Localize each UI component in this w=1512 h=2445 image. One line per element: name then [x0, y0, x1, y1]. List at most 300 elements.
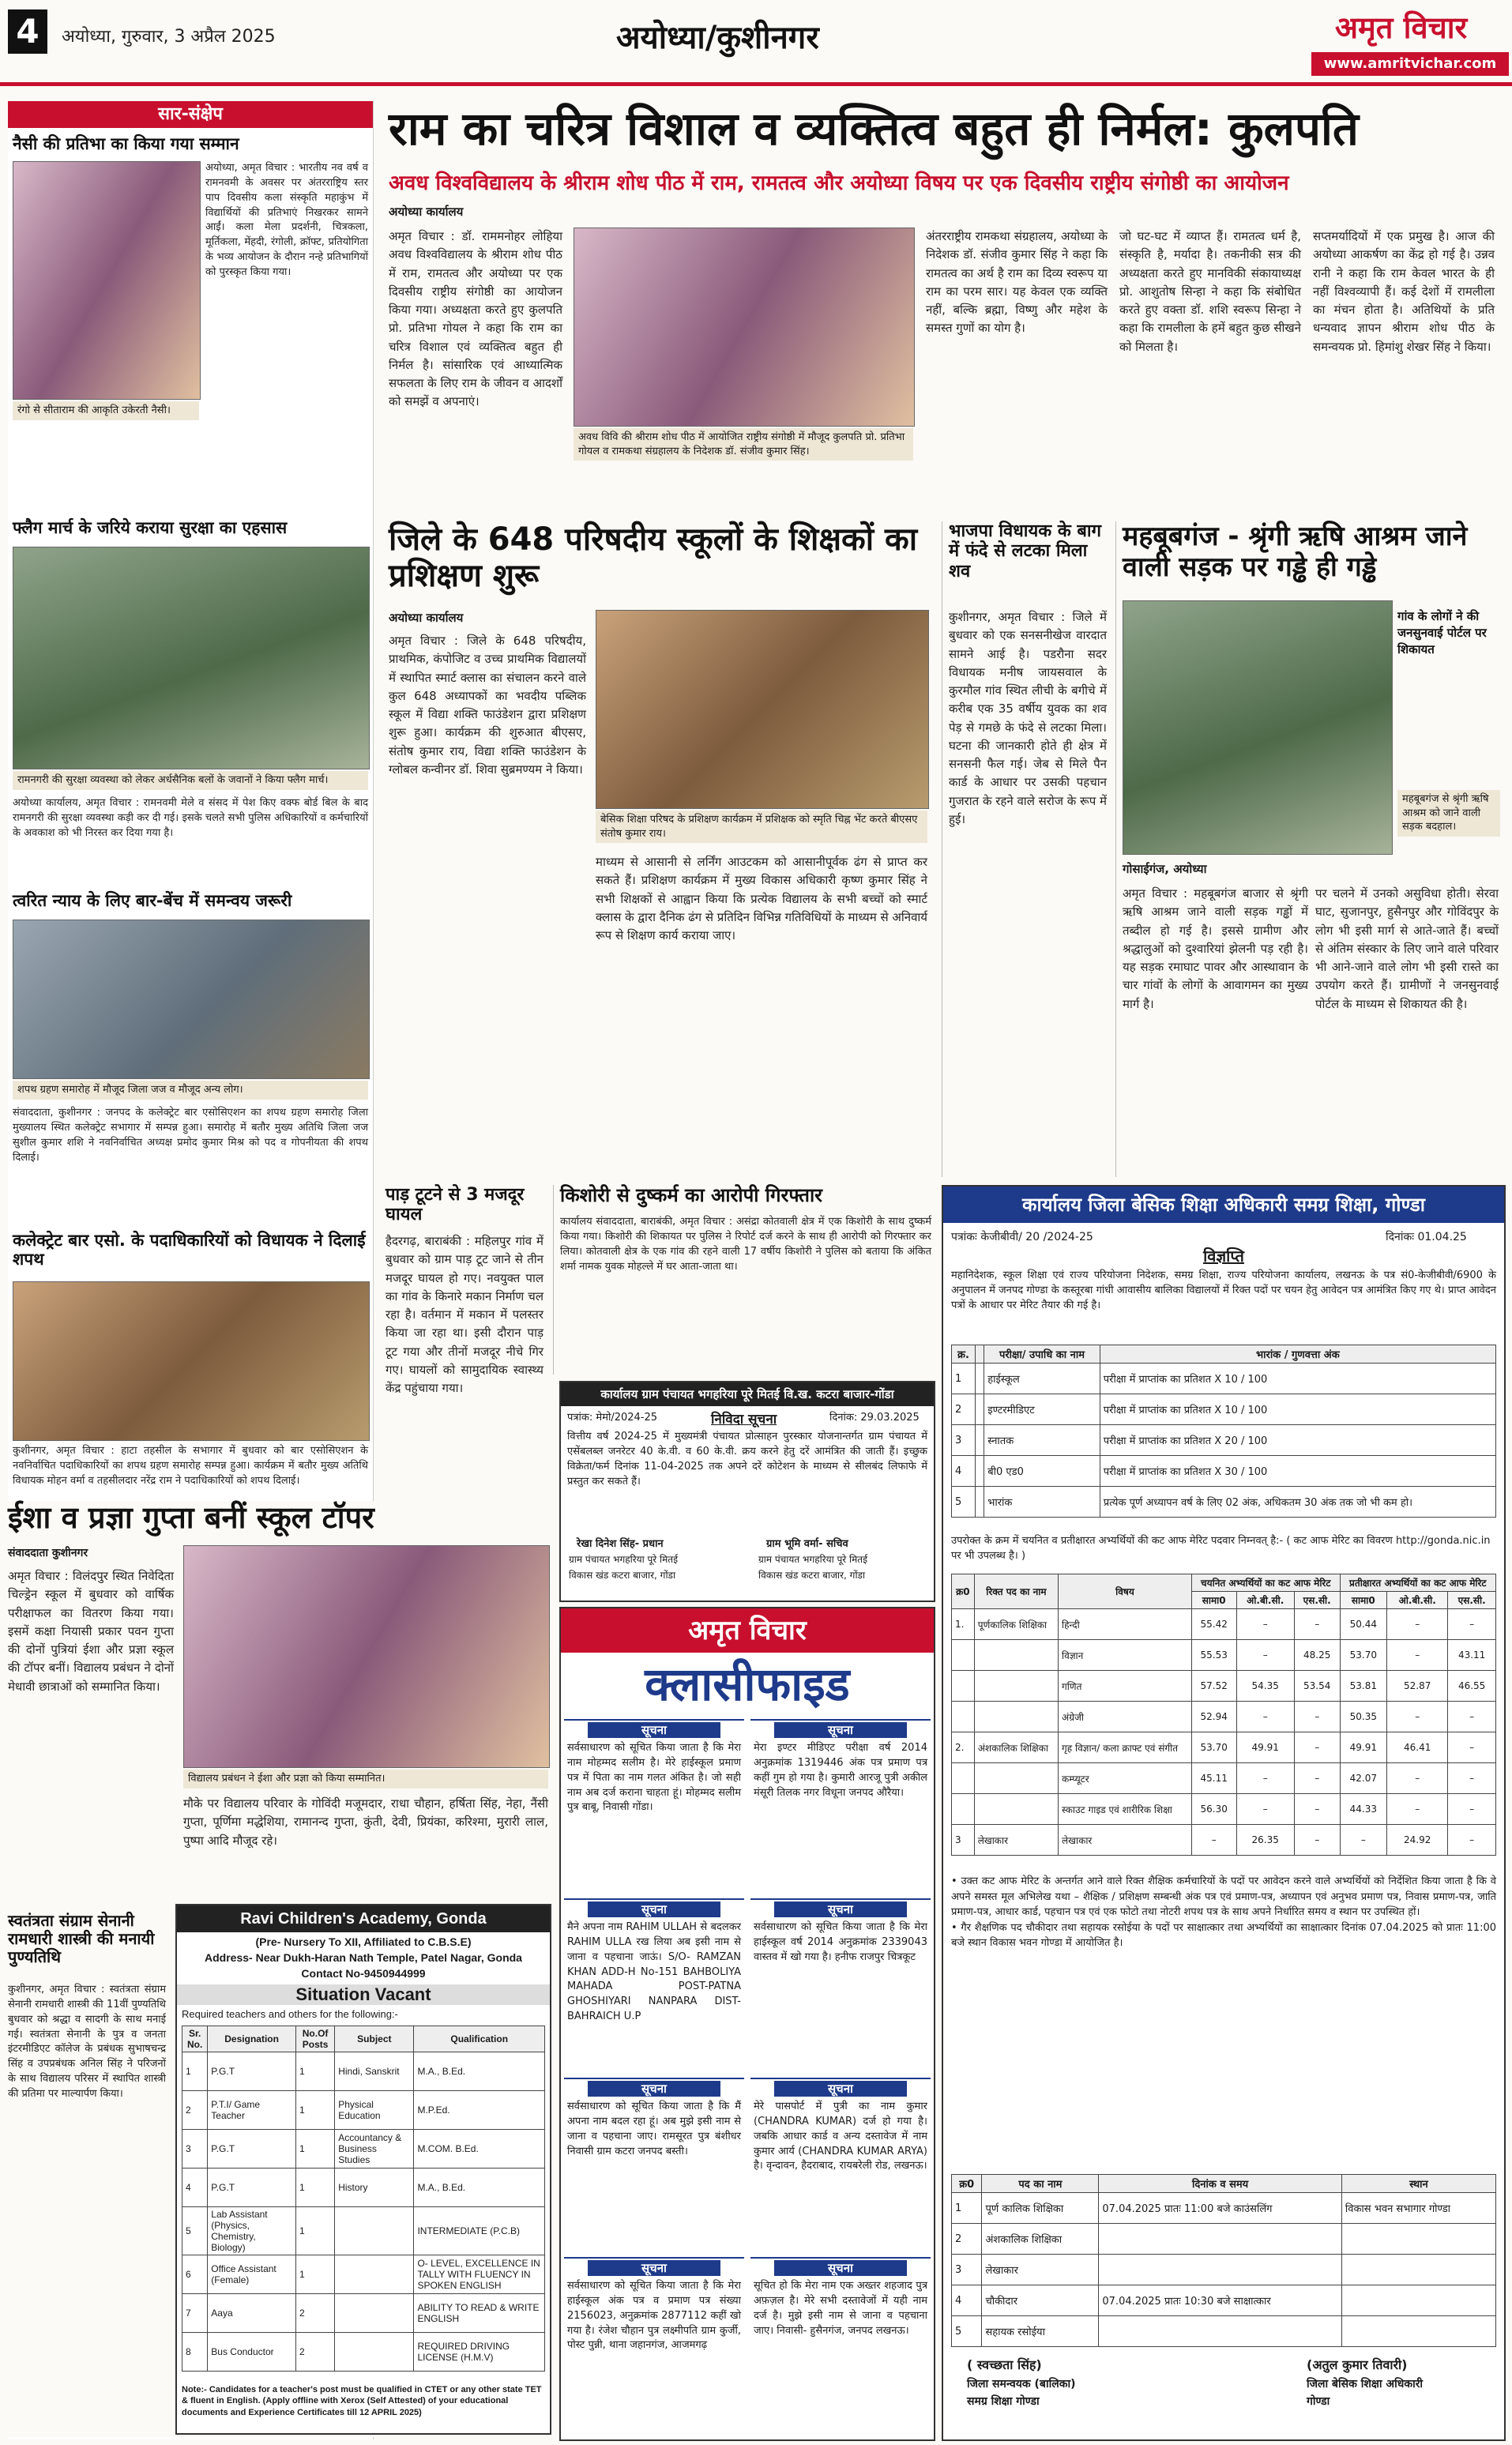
ravi-cell: Bus Conductor	[208, 2333, 296, 2372]
classified-ad-text: मैने अपना नाम RAHIM ULLAH से बदलकर RAHIM ULLA रख लिया अब इसी नाम से जाना व पहचाना जाऊं। S/O- RAMZAN KHAN ADD-H No-151 BAHBOLIYA MAHADA POST-PATNA GHOSHIYARI NANPARA DIST-BAHRAICH U.P	[567, 1921, 741, 2023]
notice-intro: महानिदेशक, स्कूल शिक्षा एवं राज्य परियोजना निदेशक, समग्र शिक्षा, राज्य परियोजना कार्यालय, लखनऊ के पत्र सं0-केजीबीवी/6900 के अनुपालन में जनपद गोण्डा के कस्तूरबा गांधी आवासीय बालिका विद्यालयों में रिक्त पदों पर चयन हेतु आवेदन पत्र आमंत्रित किए गए थे। प्राप्त आवेदन पत्रों के आधार पर मेरिट तैयार की गई है।	[951, 1270, 1496, 1311]
notice-t2-cell: 50.44	[1340, 1609, 1387, 1640]
ravi-cell: P.T.I/ Game Teacher	[208, 2091, 296, 2130]
notice-t2-cell: 26.35	[1236, 1825, 1294, 1856]
notice-t2-cell: 53.70	[1191, 1732, 1236, 1763]
notice-t1-col: क्र.	[952, 1345, 976, 1364]
notice-t3-cell: 3	[952, 2255, 982, 2285]
ravi-cell: ABILITY TO READ & WRITE ENGLISH	[414, 2294, 545, 2333]
ravi-cell	[335, 2294, 414, 2333]
notice-t2-cell: –	[1387, 1640, 1448, 1671]
notice-t1-col: परीक्षा/ उपाधि का नाम	[984, 1345, 1100, 1364]
ravi-cell: 8	[182, 2333, 208, 2372]
notice-t3-cell: विकास भवन सभागार गोण्डा	[1341, 2193, 1495, 2224]
notice-t3-row	[952, 2285, 1496, 2316]
notice-t2-row	[952, 1609, 1496, 1640]
notice-t2-cell: 24.92	[1387, 1825, 1448, 1856]
notice-t1-row	[952, 1364, 1496, 1394]
notice-header: कार्यालय जिला बेसिक शिक्षा अधिकारी समग्र शिक्षा, गोण्डा	[943, 1187, 1504, 1223]
story-mahabub-dateline: गोसाईगंज, अयोध्या	[1123, 862, 1207, 876]
ravi-row	[182, 2091, 545, 2130]
lead-body-1: अमृत विचार : डॉ. राममनोहर लोहिया अवध विश्वविद्यालय के श्रीराम शोध पीठ में राम, रामतत्व और अयोध्या पर एक दिवसीय राष्ट्रीय संगोष्ठी का आयोजन किया गया। अध्यक्षता करते हुए कुलपति प्रो. प्रतिभा गोयल ने कहा कि राम का चरित्र विशाल एवं व्यक्तित्व बहुत ही निर्मल है। सांसारिक एवं आध्यात्मिक सफलता के लिए राम के जीवन व आदर्शों को समझें व अपनाएं।	[389, 229, 562, 409]
classified-ad	[564, 1719, 744, 1896]
ravi-col-header: Qualification	[414, 2026, 545, 2052]
notice-t1-row	[952, 1425, 1496, 1456]
notice-t2-cell: –	[1340, 1825, 1387, 1856]
tender-sig-2: ग्राम भूमि वर्मा- सचिव	[766, 1538, 848, 1550]
notice-t2-cell: –	[1236, 1763, 1294, 1794]
notice-sig-1: ( स्वच्छता सिंह)	[967, 2357, 1042, 2372]
notice-t3-header	[952, 2175, 1496, 2193]
notice-t2-cell: 43.11	[1448, 1640, 1496, 1671]
classified-ad	[750, 1898, 931, 2075]
classified-ad-text: मेरे पासपोर्ट में पुत्री का नाम कुमार (CHANDRA KUMAR) दर्ज हो गया है। जबकि आधार कार्ड व अन्य दस्तावेज में नाम कुमार आर्य (CHANDRA KUMAR ARYA) है। वृन्दावन, हैदराबाद, रायबरेली रोड, लखनऊ।	[754, 2101, 927, 2172]
notice-t1-header	[952, 1345, 1496, 1364]
notice-t2-cell: लेखाकार	[974, 1825, 1058, 1856]
notice-t2-cell: –	[1448, 1763, 1496, 1794]
story-648-body-1: अमृत विचार : जिले के 648 परिषदीय, प्राथमिक, कंपोजिट व उच्च प्राथमिक विद्यालयों में स्थापित स्मार्ट क्लास का संचालन करने वाले कुल 648 अध्यापकों का भवदीय पब्लिक स्कूल में विद्या शक्ति फाउंडेशन द्वारा प्रशिक्षण शुरू हुआ। कार्यक्रम की शुरुआत बीएसए, संतोष कुमार राय, विद्या शक्ति फाउंडेशन के ग्लोबल कन्वीनर डॉ. शिवा सुब्रमण्यम ने किया।	[389, 634, 586, 777]
ravi-ad	[175, 1904, 551, 2435]
s4-text: कुशीनगर, अमृत विचार : हाटा तहसील के सभागार में बुधवार को बार एसोसिएशन के नवनिर्वाचित पदाधिकारियों का शपथ ग्रहण समारोह सम्पन्न हुआ। कार्यक्रम में बतौर मुख्य अतिथि विधायक मोहन वर्मा व तहसीलदार नरेंद्र राम ने पदाधिकारियों को शपथ दिलाई।	[13, 1445, 368, 1487]
notice-sig-1b: जिला समन्वयक (बालिका)	[967, 2378, 1076, 2390]
ravi-cell: 1	[295, 2052, 334, 2091]
notice-t2-cell	[974, 1702, 1058, 1732]
notice-t3-cell: 4	[952, 2285, 982, 2316]
s1-title: नैसी की प्रतिभा का किया गया सम्मान	[13, 134, 239, 153]
dateline: अयोध्या, गुरुवार, 3 अप्रैल 2025	[62, 27, 276, 47]
notice-t1-col: भारांक / गुणवत्ता अंक	[1100, 1345, 1495, 1364]
classified-ad-text: मेरा इण्टर मीडिएट परीक्षा वर्ष 2014 अनुक्रमांक 1319446 अंक पत्र प्रमाण पत्र कहीं गुम हो गया है। कुमारी आरजू पुत्री अकील मंसूरी तिलक नगर विधूना जनपद औरैया।	[754, 1742, 927, 1799]
ravi-cell: Accountancy & Business Studies	[335, 2130, 414, 2169]
notice-t3-col: क्र0	[952, 2175, 982, 2193]
story-648-caption: बेसिक शिक्षा परिषद के प्रशिक्षण कार्यक्रम में प्रशिक्षक को स्मृति चिह्न भेंट करते बीएसए संतोष कुमार राय।	[596, 811, 927, 843]
notice-sig-2: (अतुल कुमार तिवारी)	[1307, 2357, 1408, 2372]
s1-photo	[13, 161, 201, 400]
notice-t3-cell: 1	[952, 2193, 982, 2224]
classified-ad-text: सर्वसाधारण को सूचित किया जाता है कि मेरा हाईस्कूल अंक पत्र व प्रमाण पत्र संख्या 2156023, अनुक्रमांक 2877112 कहीं खो गया है। रंजेश चौहान पुत्र लक्ष्मीपति ग्राम कुर्जी, पोस्ट पुन्नी, थाना जहानगंज, आजमगढ़	[567, 2280, 741, 2352]
ravi-row	[182, 2255, 545, 2294]
notice-t2-cell: हिन्दी	[1059, 1609, 1192, 1640]
s3-photo	[13, 920, 370, 1079]
notice-t2-cell: पूर्णकालिक शिक्षिका	[974, 1609, 1058, 1640]
notice-t2-cell: –	[1387, 1702, 1448, 1732]
story-mahabub-caption: महबूबगंज से श्रृंगी ऋषि आश्रम को जाने वाली सड़क बदहाल।	[1397, 790, 1500, 837]
ravi-cell: INTERMEDIATE (P.C.B)	[414, 2207, 545, 2255]
ravi-row	[182, 2130, 545, 2169]
notice-t1-cell: परीक्षा में प्राप्तांक का प्रतिशत X 30 / 100	[1100, 1456, 1495, 1487]
ravi-col-header: Designation	[208, 2026, 296, 2052]
notice-t2-row	[952, 1763, 1496, 1794]
classified-ad-label: सूचना	[588, 1901, 720, 1917]
lead-body-4: सप्तमर्यादियों में एक प्रमुख है। आज की अयोध्या आकर्षण का केंद्र हो गई है। उन्नव रानी ने कहा कि राम केवल भारत के ही नहीं विश्वव्यापी हैं। कई देशों में रामलीला का मंचन होता है। अतिथियों के प्रति धन्यवाद ज्ञापन श्रीराम शोध पीठ के समन्वयक प्रो. हिमांशु शेखर सिंह ने किया।	[1313, 229, 1495, 354]
ravi-row	[182, 2207, 545, 2255]
s3-text: संवाददाता, कुशीनगर : जनपद के कलेक्ट्रेट बार एसोसिएशन का शपथ ग्रहण समारोह जिला मुख्यालय स्थित कलेक्ट्रेट सभागार में सम्पन्न हुआ। समारोह में बतौर मुख्य अतिथि जिला जज सुशील कुमार शशि ने नवनिर्वाचित अध्यक्ष प्रमोद कुमार मिश्र को पद व गोपनीयता की शपथ दिलाई।	[13, 1107, 368, 1164]
notice-t3-cell: सहायक रसोईया	[982, 2316, 1099, 2347]
classified-ad-text: सर्वसाधारण को सूचित किया जाता है कि मैं अपना नाम बदल रहा हूं। अब मुझे इसी नाम से जाना व पहचाना जाए। रामसूरत पुत्र बंशीधर निवासी ग्राम कटरा जनपद बस्ती।	[567, 2101, 741, 2157]
notice-t2-subcol: सामा0	[1340, 1592, 1387, 1609]
notice-t3-cell: 07.04.2025 प्रातः 10:30 बजे साक्षात्कार	[1099, 2285, 1341, 2316]
notice-t2-cell: –	[1236, 1702, 1294, 1732]
website-link[interactable]: www.amritvichar.com	[1311, 52, 1509, 76]
notice-t2-cell	[974, 1671, 1058, 1702]
notice-t3-cell: 2	[952, 2224, 982, 2255]
story-648-dateline: अयोध्या कार्यालय	[389, 611, 464, 625]
tender-sig-1b: ग्राम पंचायत भगहरिया पूरे मितई	[569, 1554, 679, 1565]
notice-t1-cell: स्नातक	[984, 1425, 1100, 1456]
notice-t2-cell: 53.81	[1340, 1671, 1387, 1702]
ravi-sub-3: Contact No-9450944999	[301, 1967, 426, 1980]
story-mahabub-body-2: पर चलने में उनको असुविधा होती। सेरवा घाट, सुजानपुर, हुसैनपुर और गोविंदपुर के लोग भी इसी मार्ग से आते-जाते हैं। बच्चों से अंतिम संस्कार के लिए जाने वाले परिवार भी आने-जाने वाले लोग भी इसी रास्ते का उपयोग करते हैं। ग्रामीणों ने जनसुनवाई पोर्टल के माध्यम से शिकायत की है।	[1315, 886, 1499, 1011]
notice-t2-row	[952, 1825, 1496, 1856]
notice-t1-row	[952, 1456, 1496, 1487]
ravi-row	[182, 2333, 545, 2372]
ravi-school: Ravi Children's Academy, Gonda	[177, 1905, 550, 1932]
notice-t3-cell: चौकीदार	[982, 2285, 1099, 2316]
bottom-left	[8, 1501, 553, 2437]
notice-t1-cell	[975, 1364, 984, 1394]
notice-t2-col: चयनित अभ्यर्थियों का कट आफ मेरिट	[1191, 1574, 1340, 1592]
notice-t2-cell: कम्प्यूटर	[1059, 1763, 1192, 1794]
notice-t2-cell: 54.35	[1236, 1671, 1294, 1702]
notice-t1-cell: परीक्षा में प्राप्तांक का प्रतिशत X 10 / 100	[1100, 1394, 1495, 1425]
story-648	[381, 521, 934, 1177]
tender-notice	[559, 1381, 935, 1602]
notice-t3-row	[952, 2193, 1496, 2224]
notice-t3-cell	[1099, 2255, 1341, 2285]
ravi-row	[182, 2169, 545, 2207]
story-bjp	[942, 521, 1115, 1177]
notice-t2-cell: गणित	[1059, 1671, 1192, 1702]
ravi-sub-2: Address- Near Dukh-Haran Nath Temple, Patel Nagar, Gonda	[205, 1951, 522, 1964]
notice-table-2	[951, 1574, 1496, 1856]
notice-patrank: पत्रांकः केजीबीवी/ 20 /2024-25	[951, 1231, 1093, 1243]
ravi-cell: 1	[295, 2255, 334, 2294]
lead-dateline: अयोध्या कार्यालय	[389, 205, 464, 219]
tender-sig-1c: विकास खंड कटरा बाजार, गोंडा	[569, 1570, 676, 1581]
tender-date: दिनांक: 29.03.2025	[829, 1412, 920, 1424]
ravi-cell: Hindi, Sanskrit	[335, 2052, 414, 2091]
ravi-header-row	[182, 2026, 545, 2052]
classified-ad	[750, 2257, 931, 2434]
notice-t2-row	[952, 1794, 1496, 1825]
notice-t2-cell: 56.30	[1191, 1794, 1236, 1825]
notice-t2-col: क्र0	[952, 1574, 975, 1609]
notice-t2-subcol: एस.सी.	[1294, 1592, 1340, 1609]
notice-t3-row	[952, 2224, 1496, 2255]
notice-t2-cell: 44.33	[1340, 1794, 1387, 1825]
ravi-row	[182, 2294, 545, 2333]
ravi-cell: 2	[295, 2333, 334, 2372]
page-header	[0, 0, 1512, 93]
notice-t3-row	[952, 2255, 1496, 2285]
notice-t2-cell: 52.87	[1387, 1671, 1448, 1702]
brand-logo: अमृत विचार	[1335, 10, 1468, 45]
notice-t2-cell: –	[1294, 1825, 1340, 1856]
notice-t2-cell: अंग्रेजी	[1059, 1702, 1192, 1732]
story-mahabub-body-1: अमृत विचार : महबूबगंज बाजार से श्रृंगी ऋषि आश्रम जाने वाली सड़क गड्ढों में तब्दील हो गई है। इससे ग्रामीण और श्रद्धालुओं को दुश्वारियां झेलनी पड़ रही है। यह सड़क रमाघाट पावर और आस्थावान के चार गांवों के लोगों के आवागमन का मुख्य मार्ग है।	[1123, 886, 1308, 1011]
ravi-cell: M.P.Ed.	[414, 2091, 545, 2130]
notice-t3-cell	[1341, 2285, 1495, 2316]
notice-t1-row	[952, 1394, 1496, 1425]
notice-t2-cell: 55.42	[1191, 1609, 1236, 1640]
notice-t2-cell: –	[1294, 1609, 1340, 1640]
notice-t1-cell: भारांक	[984, 1487, 1100, 1518]
notice-t1-cell	[975, 1394, 984, 1425]
notice-t2-cell: गृह विज्ञान/ कला क्राफ्ट एवं संगीत	[1059, 1732, 1192, 1763]
notice-t2-cell: –	[1387, 1763, 1448, 1794]
ravi-cell: 1	[295, 2130, 334, 2169]
classified-ad-text: सर्वसाधारण को सूचित किया जाता है कि मेरा नाम मोहम्मद सलीम है। मेरे हाईस्कूल प्रमाण पत्र में पिता का नाम गलत अंकित है। जो सही नाम अब दर्ज कराना चाहता हूं। मोहम्मद सलीम पुत्र बाबू, निवासी गोंडा।	[567, 1742, 741, 1814]
tender-patrank: पत्रांक: मेमो/2024-25	[567, 1412, 658, 1424]
tender-header: कार्यालय ग्राम पंचायत भगहरिया पूरे मितई वि.ख. कटरा बाजार-गोंडा	[561, 1382, 934, 1406]
notice-t3-col: स्थान	[1341, 2175, 1495, 2193]
notice-mid: उपरोक्त के क्रम में चयनित व प्रतीक्षारत अभ्यर्थियों की कट आफ मेरिट पदवार निम्नवत् है:- ( कट आफ मेरिट का विवरण http://gonda.nic.in पर भी उपलब्ध है। )	[951, 1535, 1491, 1562]
ravi-cell: Lab Assistant (Physics, Chemistry, Biology)	[208, 2207, 296, 2255]
classified-ad-label: सूचना	[588, 1722, 720, 1738]
notice-t2-cell: –	[1448, 1702, 1496, 1732]
notice-t2-cell	[952, 1763, 975, 1794]
notice-t1-cell: प्रत्येक पूर्ण अध्यापन वर्ष के लिए 02 अंक, अधिकतम 30 अंक तक जो भी कम हो।	[1100, 1487, 1495, 1518]
notice-t2-header	[952, 1574, 1496, 1592]
story-kishori	[553, 1185, 933, 1375]
notice-t1-cell: परीक्षा में प्राप्तांक का प्रतिशत X 20 / 100	[1100, 1425, 1495, 1456]
tender-sig-2b: ग्राम पंचायत भगहरिया पूरे मितई	[758, 1554, 868, 1565]
classified-ad-label: सूचना	[588, 2081, 720, 2097]
ravi-cell	[335, 2255, 414, 2294]
ravi-cell	[335, 2207, 414, 2255]
classified-grid	[564, 1719, 931, 2436]
freedom-body: कुशीनगर, अमृत विचार : स्वतंत्रता संग्राम सेनानी रामधारी शास्त्री की 11वीं पुण्यतिथि बुधवार को श्रद्धा व सादगी के साथ मनाई गई। स्वतंत्रता सेनानी के पुत्र व जनता इंटरमीडिएट कॉलेज के प्रबंधक सुभाषचन्द्र सिंह व उपप्रबंधक अनिल सिंह ने परिजनों के साथ विद्यालय परिसर में स्थापित शास्त्री की प्रतिमा पर माल्यार्पण किया।	[8, 1984, 166, 2100]
story-barabanki-headline: पाड़ टूटने से 3 मजदूर घायल	[386, 1185, 525, 1225]
ravi-cell: P.G.T	[208, 2169, 296, 2207]
ravi-cell: M.A., B.Ed.	[414, 2052, 545, 2091]
s2-text: अयोध्या कार्यालय, अमृत विचार : रामनवमी मेले व संसद में पेश किए वक्फ बोर्ड बिल के बाद रामनगरी की सुरक्षा व्यवस्था कड़ी कर दी गई। इसके चलते सभी पुलिस अधिकारियों व कर्मचारियों के अवकाश को भी निरस्त कर दिया गया है।	[13, 797, 368, 839]
classified-ad	[564, 1898, 744, 2075]
notice-t2-cell: 53.54	[1294, 1671, 1340, 1702]
classified-ad	[564, 2078, 744, 2255]
classified-brand: अमृत विचार	[561, 1608, 934, 1653]
ravi-cell	[335, 2333, 414, 2372]
lead-photo	[574, 228, 915, 427]
ravi-cell: 4	[182, 2169, 208, 2207]
notice-t1-cell: इण्टरमीडिएट	[984, 1394, 1100, 1425]
story-mahabub-photo	[1123, 600, 1393, 855]
story-648-photo	[596, 610, 929, 809]
s1-text: अयोध्या, अमृत विचार : भारतीय नव वर्ष व रामनवमी के अवसर पर अंतरराष्ट्रिय स्तर पाप दिवसीय कला संस्कृति महाकुंभ में विद्यार्थियों की प्रतिभाएं निखरकर सामने आईं। कला मेला प्रदर्शनी, चित्रकला, मूर्तिकला, मेंहदी, रंगोली, क्रॉफ्ट, प्रतियोगिता के भव्य आयोजन के दौरान नन्हे प्रतिभागियों को पुरस्कृत किया गया।	[205, 162, 368, 278]
notice-t1-cell: हाईस्कूल	[984, 1364, 1100, 1394]
ravi-title: Situation Vacant	[177, 1984, 550, 2005]
notice-t2-subcol: एस.सी.	[1448, 1592, 1496, 1609]
notice-t3-cell	[1099, 2224, 1341, 2255]
notice-t3-cell	[1341, 2316, 1495, 2347]
notice-t3-cell: 5	[952, 2316, 982, 2347]
notice-t2-cell: 49.91	[1340, 1732, 1387, 1763]
notice-t3-cell	[1341, 2224, 1495, 2255]
notice-t2-col: रिक्त पद का नाम	[974, 1574, 1058, 1609]
notice-t2-cell: –	[1236, 1609, 1294, 1640]
notice-t2-row	[952, 1732, 1496, 1763]
notice-sig-2c: गोण्डा	[1307, 2395, 1330, 2408]
notice-date: दिनांकः 01.04.25	[1386, 1231, 1467, 1243]
sidebar-label: सार-संक्षेप	[8, 101, 373, 128]
notice-t1-cell: बी0 एड0	[984, 1456, 1100, 1487]
notice-t2-col: विषय	[1059, 1574, 1192, 1609]
classified-section	[559, 1607, 935, 2441]
notice-t3-cell: अंशकालिक शिक्षिका	[982, 2224, 1099, 2255]
notice-t2-cell: –	[1236, 1794, 1294, 1825]
bsa-notice	[942, 1185, 1506, 2441]
notice-t2-col: प्रतीक्षारत अभ्यर्थियों का कट आफ मेरिट	[1340, 1574, 1495, 1592]
notice-t2-subcol: ओ.बी.सी.	[1236, 1592, 1294, 1609]
notice-points: • उक्त कट आफ मेरिट के अन्तर्गत आने वाले रिक्त शैक्षिक कर्मचारियों के पदों पर आवेदन करने वाले अभ्यर्थियों को निर्देशित किया जाता है कि वे अपने समस्त मूल अभिलेख यथा – शैक्षिक / प्रशिक्षण सम्बन्धी अंक पत्र एवं प्रमाण-पत्र, अध्यापन एवं अनुभव प्रमाण पत्र, निवास प्रमाण-पत्र, जाति प्रमाण-पत्र, आधार कार्ड, पहचान पत्र एवं एक फोटो तथा नोटरी शपथ पत्र के साथ अपने निर्धारित समय व स्थान पर उपस्थित हों। • गैर शैक्षणिक पद चौकीदार तथा सहायक रसोईया के पदों पर साक्षात्कार तथा अभ्यर्थियों का साक्षात्कार दिनांक 07.04.2025 को प्रातः 11:00 बजे स्थान विकास भवन गोण्डा में आयोजित है।	[951, 1875, 1496, 1949]
notice-t2-cell: 3	[952, 1825, 975, 1856]
isha-caption: विद्यालय प्रबंधन ने ईशा और प्रज्ञा को किया सम्मानित।	[183, 1770, 548, 1789]
notice-t1-cell: 3	[952, 1425, 976, 1456]
notice-t2-cell: लेखाकार	[1059, 1825, 1192, 1856]
notice-t2-cell: 2.	[952, 1732, 975, 1763]
notice-t2-cell: 45.11	[1191, 1763, 1236, 1794]
notice-t2-cell	[974, 1794, 1058, 1825]
notice-t3-col: पद का नाम	[982, 2175, 1099, 2193]
story-kishori-headline: किशोरी से दुष्कर्म का आरोपी गिरफ्तार	[560, 1184, 822, 1206]
notice-t3-cell: पूर्ण कालिक शिक्षिका	[982, 2193, 1099, 2224]
notice-sig-2b: जिला बेसिक शिक्षा अधिकारी	[1307, 2378, 1424, 2390]
notice-t2-cell: –	[1448, 1794, 1496, 1825]
notice-t1-cell: 1	[952, 1364, 976, 1394]
s2-caption: रामनगरी की सुरक्षा व्यवस्था को लेकर अर्धसैनिक बलों के जवानों ने किया फ्लैग मार्च।	[13, 771, 368, 790]
tender-sig-1: रेखा दिनेश सिंह- प्रधान	[577, 1538, 664, 1550]
ravi-cell: 1	[295, 2169, 334, 2207]
notice-t2-subcol: सामा0	[1191, 1592, 1236, 1609]
isha-photo	[183, 1545, 550, 1768]
classified-ad-label: सूचना	[774, 2260, 907, 2276]
ravi-col-header: Sr. No.	[182, 2026, 208, 2052]
notice-t1-cell: परीक्षा में प्राप्तांक का प्रतिशत X 10 / 100	[1100, 1364, 1495, 1394]
lead-caption: अवध विवि की श्रीराम शोध पीठ में आयोजित राष्ट्रीय संगोष्ठी में मौजूद कुलपति प्रो. प्रतिभा गोयल व रामकथा संग्रहालय के निदेशक डॉ. संजीव कुमार सिंह।	[574, 428, 913, 461]
story-648-headline: जिले के 648 परिषदीय स्कूलों के शिक्षकों का प्रशिक्षण शुरू	[389, 521, 918, 594]
freedom-headline: स्वतंत्रता संग्राम सेनानी रामधारी शास्त्री की मनायी पुण्यतिथि	[8, 1911, 155, 1966]
isha-body: अमृत विचार : विलंदपुर स्थित निवेदिता चिल्ड्रेन स्कूल में बुधवार को वार्षिक परीक्षाफल का वितरण किया गया। इसमें कक्षा नियासी प्रकार पवन गुप्ता की दोनों पुत्रियां ईशा और प्रज्ञा स्कूल की टॉपर बनीं। विद्यालय प्रबंधन ने दोनों मेधावी छात्राओं को सम्मानित किया।	[8, 1569, 174, 1694]
ravi-note: Note:- Candidates for a teacher's post must be qualified in CTET or any other state TET & fluent in English. (Apply offline with Xerox (Self Attested) of your educational documents and Experience Certificates till 12 APRIL 2025)	[182, 2385, 542, 2417]
notice-t1-row	[952, 1487, 1496, 1518]
ravi-cell: P.G.T	[208, 2052, 296, 2091]
ravi-cell: Physical Education	[335, 2091, 414, 2130]
photo-note: गांव के लोगों ने की जनसुनवाई पोर्टल पर शिकायत	[1397, 609, 1487, 656]
notice-t2-row	[952, 1702, 1496, 1732]
notice-t2-cell: 46.55	[1448, 1671, 1496, 1702]
tender-title: निविदा सूचना	[711, 1412, 777, 1428]
classified-ad	[564, 2257, 744, 2434]
notice-t2-cell: 42.07	[1340, 1763, 1387, 1794]
ravi-cell: Office Assistant (Female)	[208, 2255, 296, 2294]
notice-t2-cell	[952, 1671, 975, 1702]
notice-t3-row	[952, 2316, 1496, 2347]
notice-t2-cell	[952, 1640, 975, 1671]
notice-t2-cell: 48.25	[1294, 1640, 1340, 1671]
notice-t2-cell: 1.	[952, 1609, 975, 1640]
notice-t1-cell: 2	[952, 1394, 976, 1425]
s4-photo	[13, 1281, 370, 1441]
s2-photo	[13, 547, 370, 769]
s3-caption: शपथ ग्रहण समारोह में मौजूद जिला जज व मौजूद अन्य लोग।	[13, 1081, 368, 1100]
notice-t3-cell: 07.04.2025 प्रातः 11:00 बजे काउंसलिंग	[1099, 2193, 1341, 2224]
notice-t2-cell: अंशकालिक शिक्षिका	[974, 1732, 1058, 1763]
classified-ad-label: सूचना	[588, 2260, 720, 2276]
notice-t1-col	[975, 1345, 984, 1364]
notice-t2-cell: –	[1387, 1609, 1448, 1640]
notice-t1-cell: 4	[952, 1456, 976, 1487]
classified-title: क्लासीफाइड	[561, 1653, 934, 1716]
notice-t2-cell: –	[1294, 1702, 1340, 1732]
classified-ad-label: सूचना	[774, 1901, 907, 1917]
notice-sig-1c: समग्र शिक्षा गोण्डा	[967, 2395, 1040, 2408]
ravi-cell: 1	[182, 2052, 208, 2091]
ravi-row	[182, 2052, 545, 2091]
lead-body-3: जो घट-घट में व्याप्त हैं। रामतत्व धर्म है, संस्कृति है, मर्यादा है। तकनीकी सत्र की अध्यक्षता करते हुए मानविकी संकायाध्यक्ष प्रो. आशुतोष सिन्हा ने कहा कि संबोधित करते हुए वक्ता डॉ. शशि स्वरूप सिन्हा ने कहा कि रामलीला के हमें बहुत कुछ सीखने को मिलता है।	[1119, 229, 1301, 354]
ravi-cell: 1	[295, 2091, 334, 2130]
notice-t2-cell: –	[1448, 1732, 1496, 1763]
notice-t2-cell	[952, 1702, 975, 1732]
ravi-cell: M.COM. B.Ed.	[414, 2130, 545, 2169]
ravi-intro: Required teachers and others for the following:-	[182, 2008, 398, 2020]
ravi-col-header: Subject	[335, 2026, 414, 2052]
s4-title: कलेक्ट्रेट बार एसो. के पदाधिकारियों को विधायक ने दिलाई शपथ	[13, 1231, 366, 1270]
ravi-cell: P.G.T	[208, 2130, 296, 2169]
s1-caption: रंगो से सीताराम की आकृति उकेरती नैसी।	[13, 401, 199, 420]
ravi-cell: O- LEVEL, EXCELLENCE IN TALLY WITH FLUENCY IN SPOKEN ENGLISH	[414, 2255, 545, 2294]
tender-sig-2c: विकास खंड कटरा बाजार, गोंडा	[758, 1570, 866, 1581]
ravi-cell: Aaya	[208, 2294, 296, 2333]
section-title: अयोध्या/कुशीनगर	[616, 20, 819, 56]
isha-headline: ईशा व प्रज्ञा गुप्ता बनीं स्कूल टॉपर	[8, 1500, 374, 1535]
notice-t2-cell: 57.52	[1191, 1671, 1236, 1702]
notice-t2-cell	[974, 1763, 1058, 1794]
story-mahabub	[1115, 521, 1503, 1177]
notice-t2-row	[952, 1640, 1496, 1671]
story-kishori-body: कार्यालय संवाददाता, बाराबंकी, अमृत विचार : असंद्रा कोतवाली क्षेत्र में एक किशोरी के साथ दुष्कर्म किया गया। किशोरी की शिकायत पर पुलिस ने रिपोर्ट दर्ज करने के साथ ही आरोपी को गिरफ्तार कर लिया। कोतवाली क्षेत्र के एक गांव की रहने वाली 17 वर्षीय किशोरी ने पुलिस को बताया कि अंकित शर्मा नामक युवक मोहल्ले में घर आता-जाता था।	[560, 1216, 931, 1273]
notice-t1-cell	[975, 1425, 984, 1456]
notice-t1-cell	[975, 1487, 984, 1518]
ravi-col-header: No.Of Posts	[295, 2026, 334, 2052]
notice-title: विज्ञप्ति	[1203, 1247, 1244, 1266]
classified-ad-text: सर्वसाधारण को सूचित किया जाता है कि मेरा हाईस्कूल वर्ष 2014 अनुक्रमांक 2339043 वास्तव में खो गया है। हनीफ राजपुर चित्रकूट	[754, 1921, 927, 1963]
notice-t2-cell: स्काउट गाइड एवं शारीरिक शिक्षा	[1059, 1794, 1192, 1825]
ravi-cell: 2	[295, 2294, 334, 2333]
notice-t2-cell: 50.35	[1340, 1702, 1387, 1732]
lead-headline: राम का चरित्र विशाल व व्यक्तित्व बहुत ही निर्मल: कुलपति	[389, 102, 1359, 156]
notice-t2-cell: –	[1191, 1825, 1236, 1856]
story-bjp-body: कुशीनगर, अमृत विचार : जिले में बुधवार को एक सनसनीखेज वारदात सामने आई है। पडरौना सदर विधायक मनीष जायसवाल के कुरमौल गांव स्थित लीची के बगीचे में करीब एक 35 वर्षीय युवक का शव पेड़ से गमछे के फंदे से लटका मिला। घटना की जानकारी होते ही क्षेत्र में सनसनी फैल गई। जेब से मिले पैन कार्ड के आधार पर उसकी पहचान गुजरात के रहने वाले सरोज के रूप में हुई।	[949, 610, 1107, 826]
story-barabanki-body: हैदरगढ़, बाराबंकी : महिलपुर गांव में बुधवार को ग्राम पाड़ टूट जाने से तीन मजदूर घायल हो गए। नवयुक्त पाल का गांव के किनारे मकान निर्माण चल रहा है। वर्तमान में मकान में पलस्तर किया जा रहा था। इसी दौरान पाड़ टूट गया और तीनों मजदूर नीचे गिर गए। घायलों को सामुदायिक स्वास्थ्य केंद्र पहुंचाया गया।	[386, 1234, 543, 1395]
notice-t2-cell: –	[1294, 1763, 1340, 1794]
ravi-sub-1: (Pre- Nursery To XII, Affiliated to C.B.S.E)	[255, 1935, 472, 1948]
story-bjp-headline: भाजपा विधायक के बाग में फंदे से लटका मिला शव	[949, 521, 1102, 581]
notice-t2-cell: 52.94	[1191, 1702, 1236, 1732]
ravi-cell: M.A., B.Ed.	[414, 2169, 545, 2207]
ravi-table	[182, 2026, 545, 2372]
notice-t2-cell	[952, 1794, 975, 1825]
ravi-cell: 3	[182, 2130, 208, 2169]
notice-t3-cell	[1099, 2316, 1341, 2347]
s3-title: त्वरित न्याय के लिए बार-बेंच में समन्वय जरूरी	[13, 891, 292, 910]
ravi-cell: REQUIRED DRIVING LICENSE (H.M.V)	[414, 2333, 545, 2372]
classified-ad-label: सूचना	[774, 2081, 907, 2097]
notice-t2-cell: 46.41	[1387, 1732, 1448, 1763]
lead-body-2: अंतरराष्ट्रीय रामकथा संग्रहालय, अयोध्या के निदेशक डॉ. संजीव कुमार सिंह ने कहा कि रामतत्व का अर्थ है राम का दिव्य स्वरूप या राम का परम सार। यह केवल एक व्यक्ति नहीं, बल्कि ब्रह्मा, विष्णु और महेश के समस्त गुणों का योग है।	[926, 229, 1108, 336]
lead-story	[381, 103, 1503, 513]
notice-t2-cell: विज्ञान	[1059, 1640, 1192, 1671]
notice-t3-col: दिनांक व समय	[1099, 2175, 1341, 2193]
